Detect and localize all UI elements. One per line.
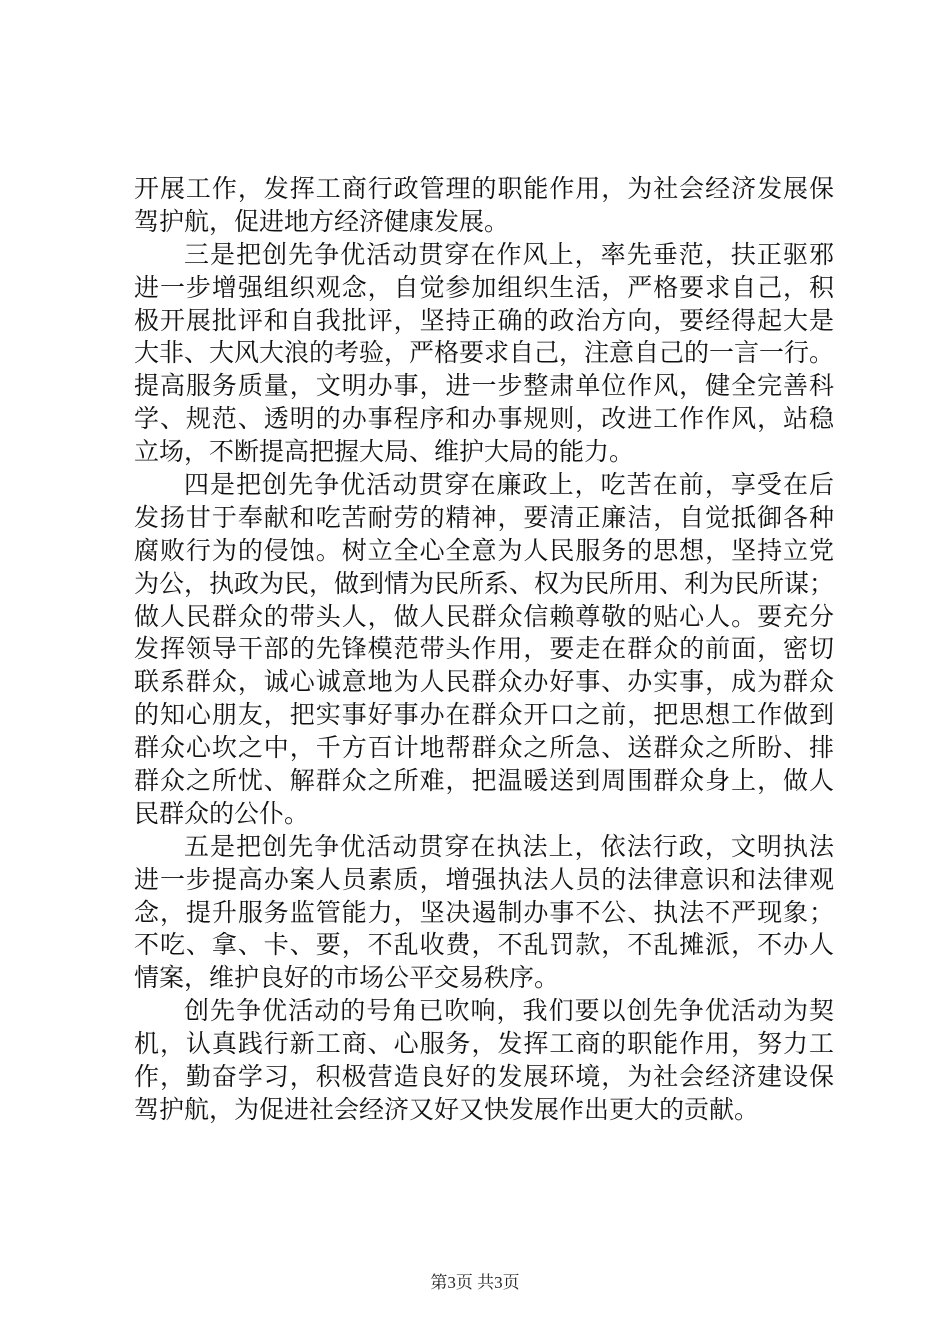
text-line: 群众之所忧、解群众之所难，把温暖送到周围群众身上，做人	[134, 766, 834, 796]
text-line: 大非、大风大浪的考验，严格要求自己，注意自己的一言一行。	[134, 338, 835, 368]
text-line: 做人民群众的带头人，做人民群众信赖尊敬的贴心人。要充分	[134, 601, 834, 631]
text-line: 发扬甘于奉献和吃苦耐劳的精神，要清正廉洁，自觉抵御各种	[134, 502, 834, 532]
text-line: 群众心坎之中，千方百计地帮群众之所急、送群众之所盼、排	[134, 733, 834, 763]
text-line: 创先争优活动的号角已吹响，我们要以创先争优活动为契	[184, 996, 834, 1026]
text-line: 极开展批评和自我批评，坚持正确的政治方向，要经得起大是	[134, 305, 834, 335]
text-line: 学、规范、透明的办事程序和办事规则，改进工作作风，站稳	[134, 404, 834, 434]
text-line: 为公，执政为民，做到情为民所系、权为民所用、利为民所谋；	[134, 568, 835, 598]
text-line: 驾护航，为促进社会经济又好又快发展作出更大的贡献。	[134, 1094, 760, 1124]
page-footer: 第3页 共3页	[430, 1273, 520, 1292]
text-line: 驾护航，促进地方经济健康发展。	[134, 206, 510, 236]
text-line: 立场，不断提高把握大局、维护大局的能力。	[134, 437, 635, 467]
text-line: 的知心朋友，把实事好事办在群众开口之前，把思想工作做到	[134, 700, 834, 730]
text-line: 三是把创先争优活动贯穿在作风上，率先垂范，扶正驱邪	[184, 239, 834, 269]
text-line: 不吃、拿、卡、要，不乱收费，不乱罚款，不乱摊派，不办人	[134, 930, 834, 960]
text-line: 四是把创先争优活动贯穿在廉政上，吃苦在前，享受在后	[184, 470, 834, 500]
text-line: 发挥领导干部的先锋模范带头作用，要走在群众的前面，密切	[134, 634, 834, 664]
text-line: 腐败行为的侵蚀。树立全心全意为人民服务的思想，坚持立党	[134, 535, 834, 565]
text-line: 联系群众，诚心诚意地为人民群众办好事、办实事，成为群众	[134, 667, 834, 697]
text-line: 开展工作，发挥工商行政管理的职能作用，为社会经济发展保	[134, 174, 834, 203]
document-body	[134, 173, 834, 1127]
text-line: 情案，维护良好的市场公平交易秩序。	[134, 963, 560, 993]
text-line: 念，提升服务监管能力，坚决遏制办事不公、执法不严现象；	[134, 897, 834, 927]
text-line: 作，勤奋学习，积极营造良好的发展环境，为社会经济建设保	[134, 1062, 834, 1092]
text-line: 民群众的公仆。	[134, 798, 310, 828]
text-line: 进一步提高办案人员素质，增强执法人员的法律意识和法律观	[134, 864, 834, 894]
text-line: 提高服务质量，文明办事，进一步整肃单位作风，健全完善科	[134, 371, 834, 401]
text-line: 机，认真践行新工商、心服务，发挥工商的职能作用，努力工	[134, 1029, 834, 1059]
text-line: 五是把创先争优活动贯穿在执法上，依法行政，文明执法	[184, 831, 834, 861]
text-line: 进一步增强组织观念，自觉参加组织生活，严格要求自己，积	[134, 272, 834, 302]
